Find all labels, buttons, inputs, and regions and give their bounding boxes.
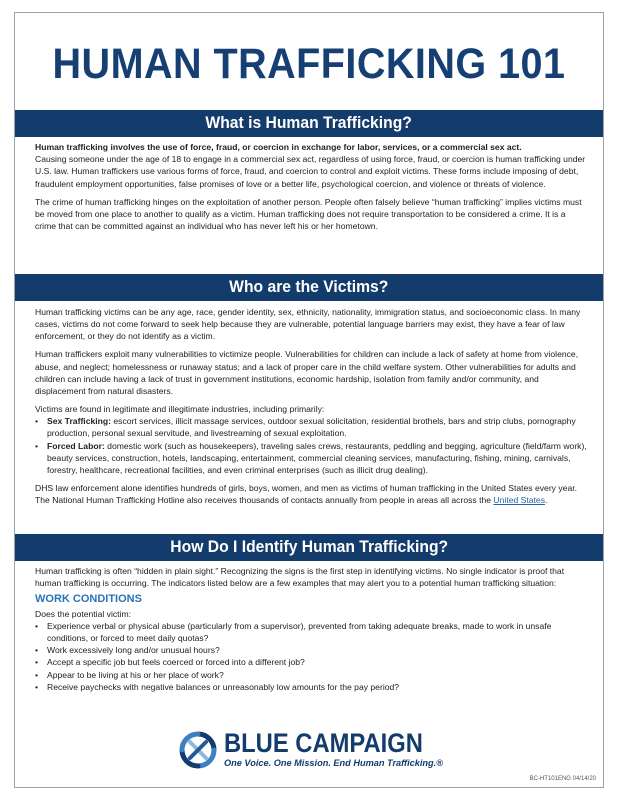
united-states-link[interactable]: United States [493,495,546,506]
list-item: • Appear to be living at his or her place of work? [47,669,587,681]
list-item: • Forced Labor: domestic work (such as housekeepers), traveling sales crews, restaurants, peddling and begging, agriculture (field/farm work), beauty services, construction, hotels, landscaping, entertainment, commercial cleaning services, manufacturing, fishing, mining, carnivals, forestry, healthcare, recreational facilities, and even criminal enterprises (such as illicit drug dealing). [47,440,587,477]
paragraph-victims-any-age: Human trafficking victims can be any age, race, gender identity, sex, ethnicity, nationality, immigration status, and socioeconomic class. In many cases, victims do not come forward to seek help because they are vulnerable, potential language barriers may exist, they have a fear of law enforcement, or they do not identify as a victim. [35,307,581,342]
list-item: • Experience verbal or physical abuse (particularly from a supervisor), prevented from taking adequate breaks, made to work in unsafe conditions, or forced to meet daily quotas? [47,620,587,644]
section-identify-body [35,565,587,693]
paragraph-hidden-in-plain-sight: Human trafficking is often “hidden in plain sight.” Recognizing the signs is the first step in identifying victims. No single indicator is proof that human trafficking is occurring. The indicators listed below are a few examples that may alert you to a potential human trafficking situation: [35,566,565,589]
section-victims-body [35,306,587,512]
paragraph-industries-intro: Victims are found in legitimate and illegitimate industries, including primarily: [35,404,325,415]
logo-wordmark: BLUE CAMPAIGN [224,728,423,758]
paragraph-vulnerabilities: Human traffickers exploit many vulnerabilities to victimize people. Vulnerabilities for children can include a lack of safety at home from violence, abuse, and neglect; homelessness or runaway status; and a lack of proper care in the child welfare system. Other vulnerabilities for adults and children can include having a lack of trust in government institutions, economic hardship, isolation from family and/or community, and displacement from natural disasters. [35,349,579,397]
section-header-victims: Who are the Victims? [15,274,603,301]
definition-text: Causing someone under the age of 18 to engage in a commercial sex act, regardless of using force, fraud, or coercion is human trafficking under U.S. law. Human traffickers use various forms of force, fraud, and coercion to control and exploit victims. These forms include imposing of debt, fraudulent employment opportunities, false promises of love or a better life, psychological coercion, and violence or threats of violence. [35,154,586,189]
section-what-is-body [35,141,587,238]
work-conditions-list [35,620,587,693]
list-item: • Receive paychecks with negative balances or unreasonably low amounts for the pay period? [47,681,587,693]
paragraph-exploitation: The crime of human trafficking hinges on the exploitation of another person. People often falsely believe “human trafficking” implies victims must be moved from one place to another to qualify as a victim. Human trafficking does not require transportation to be considered a crime. It is a crime that can be committed against an individual who has never left his or her hometown. [35,196,582,232]
blue-campaign-logo-icon [176,730,220,770]
blue-campaign-logo [176,726,446,774]
industries-list [35,415,587,476]
page-title: HUMAN TRAFFICKING 101 [52,40,566,88]
list-item: • Sex Trafficking: escort services, illicit massage services, outdoor sexual solicitation, residential brothels, bars and strip clubs, pornography production, personal sexual servitude, and livestreaming of sexual exploitation. [47,415,587,439]
list-item: • Accept a specific job but feels coerced or forced into a different job? [47,656,587,668]
document-page [14,12,604,788]
section-header-identify: How Do I Identify Human Trafficking? [15,534,603,561]
list-item: • Work excessively long and/or unusual hours? [47,644,587,656]
work-conditions-heading: WORK CONDITIONS [35,593,142,606]
section-header-what-is: What is Human Trafficking? [15,110,603,137]
paragraph-dhs: DHS law enforcement alone identifies hundreds of girls, boys, women, and men as victims of human trafficking in the United States every year. The National Human Trafficking Hotline also receives thousands of contacts annually from people in areas all across the United States. [35,483,577,506]
document-code: BC-HT101ENG 04/14/20 [529,776,596,782]
work-conditions-intro: Does the potential victim: [35,608,132,619]
lead-bold-text: Human trafficking involves the use of force, fraud, or coercion in exchange for labor, services, or a commercial sex act. [35,142,522,152]
logo-tagline: One Voice. One Mission. End Human Trafficking.® [224,758,443,768]
